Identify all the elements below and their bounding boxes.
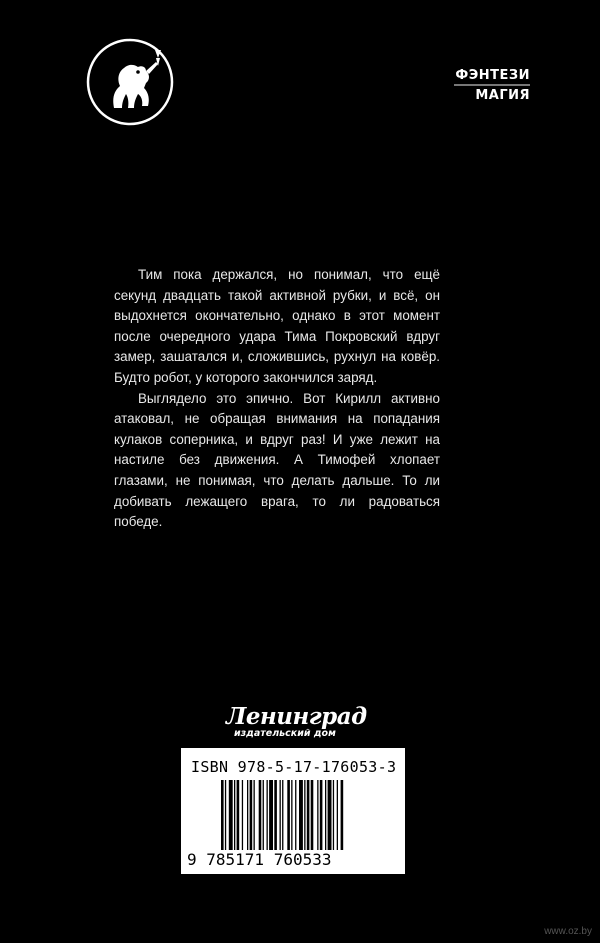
watermark: www.oz.by [544,926,592,937]
barcode-panel [181,748,405,874]
genre-fantasy: ФЭНТЕЗИ [455,68,530,83]
barcode-bar [234,780,235,850]
barcode-bar [242,780,243,850]
publisher-name: Ленинград [226,703,367,730]
barcode-bar [295,780,296,850]
genre-labels [455,66,530,106]
barcode-bar [341,780,344,850]
barcode-bar [254,780,255,850]
barcode-bar [225,780,226,850]
blurb-paragraph: Выглядело это эпично. Вот Кирилл активно атаковал, не обращая внимания на попадания кулаков соперника, и вдруг раз! И уже лежит на настиле без движения. А Тимофей хлопает глазами, не понимая, что делать дальше. То ли добивать лежащего врага, то ли радоваться победе. [114,390,440,530]
barcode-bar [282,780,283,850]
barcode-bar [304,780,305,850]
barcode-icon [221,780,381,850]
publisher-wordmark [226,703,367,740]
barcode-bar [267,780,268,850]
barcode-bar [299,780,303,850]
barcode-bar [259,780,262,850]
barcode-bar [307,780,310,850]
barcode-bar [269,780,273,850]
barcode-bar [328,780,332,850]
barcode-bar [320,780,323,850]
back-cover-blurb [114,265,440,533]
barcode-bar [221,780,224,850]
barcode-digits: 9 785171 760533 [187,850,332,869]
barcode-bar [317,780,318,850]
barcode-bar [280,780,281,850]
blurb-paragraph: Тим пока держался, но понимал, что ещё секунд двадцать такой активной рубки, и всё, он выдохнется окончательно, однако в этот момент после очередного удара Тима Покровский вдруг замер, зашатался и, сложившись, рухнул на ковёр. Будто робот, у которого закончился заряд. [114,267,440,385]
barcode-bar [263,780,264,850]
genre-divider [454,84,530,86]
barcode-bar [274,780,277,850]
lion-emblem-icon [84,36,176,128]
publisher-subtitle: издательский дом [234,728,336,739]
barcode-bar [325,780,326,850]
genre-magic: МАГИЯ [475,88,530,103]
barcode-bar [247,780,248,850]
barcode-bar [229,780,233,850]
publisher-logo [84,36,176,128]
barcode-bar [333,780,334,850]
isbn-label: ISBN 978-5-17-176053-3 [191,758,397,776]
barcode-bar [291,780,292,850]
barcode-bar [311,780,314,850]
barcode-bar [337,780,338,850]
barcode-bar [287,780,290,850]
barcode-bar [237,780,240,850]
barcode-bar [250,780,253,850]
